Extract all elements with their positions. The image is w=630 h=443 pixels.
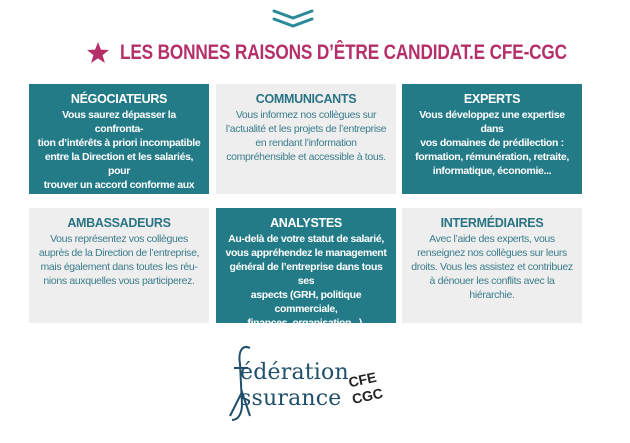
card-line: vous appréhendez le management (225, 247, 387, 259)
card-heading: INTERMÉDIAIRES (440, 216, 544, 230)
card-line: nions auxquelles vous participerez. (43, 275, 195, 287)
card-ambassadeurs (29, 208, 209, 323)
card-line: auprès de la Direction de l’entreprise, (38, 247, 200, 259)
cfe-cgc-logo (346, 364, 386, 410)
card-line: Vous représentez vos collègues (50, 233, 188, 245)
card-text (410, 108, 574, 178)
card-line: à dénouer les conflits avec la (429, 275, 555, 287)
card-line: informatique, économie... (432, 165, 552, 177)
logo-line-federation: édération (240, 360, 349, 385)
card-heading: AMBASSADEURS (67, 216, 171, 230)
card-line: trouver un accord conforme aux (43, 179, 195, 191)
card-line: entre la Direction et les salariés, pour (44, 151, 194, 177)
card-line: général de l’entreprise dans tous ses (229, 261, 383, 287)
card-line: Vous saurez dépasser la confronta- (62, 109, 176, 135)
card-line: Vous développez une expertise dans (419, 109, 565, 135)
cfe-cgc-logo-bottom: CGC (350, 384, 385, 407)
logo-line-assurance: ssurance (240, 386, 342, 411)
card-text (224, 232, 388, 330)
cfe-cgc-logo-top: CFE (347, 368, 378, 391)
card-line: aspects (GRH, politique commerciale, (250, 289, 362, 315)
card-line: Au-delà de votre statut de salarié, (228, 233, 384, 245)
card-line: l’actualité et les projets de l’entreprise (225, 123, 387, 135)
card-intermediaires (402, 208, 582, 323)
card-heading: EXPERTS (463, 92, 521, 106)
card-line: droits. Vous les assistez et contribuez (411, 261, 573, 273)
star-icon (86, 41, 110, 65)
card-analystes (216, 208, 396, 329)
card-line: compréhensible et accessible à tous. (226, 151, 386, 163)
card-text (37, 232, 201, 288)
card-text (410, 232, 574, 302)
card-line: Vous informez nos collègues sur (235, 109, 377, 121)
card-heading: ANALYSTES (270, 216, 342, 230)
card-line: Avec l’aide des experts, vous (429, 233, 555, 245)
card-line: tion d’intérêts à priori incompatible (37, 137, 201, 149)
card-text (224, 108, 388, 164)
card-negociateurs (29, 84, 209, 205)
card-heading: NÉGOCIATEURS (70, 92, 168, 106)
card-experts (402, 84, 582, 194)
card-line: finances, organisation...). (247, 317, 365, 329)
title-row (86, 38, 630, 68)
page-title: LES BONNES RAISONS D’ÊTRE CANDIDAT.E CFE-CGC (120, 41, 567, 64)
card-line: renseignez nos collègues sur leurs (417, 247, 567, 259)
double-chevron-down-icon (270, 8, 316, 30)
card-line: hiérarchie. (469, 289, 515, 301)
card-communicants (216, 84, 396, 194)
card-line: en rendant l’information (255, 137, 357, 149)
card-heading: COMMUNICANTS (255, 92, 357, 106)
card-text (37, 108, 201, 206)
card-line: mais également dans toutes les réu- (40, 261, 198, 273)
card-line: intérêts de vos collègues. (59, 193, 179, 205)
card-line: vos domaines de prédilection : (420, 137, 564, 149)
card-line: formation, rémunération, retraite, (415, 151, 569, 163)
